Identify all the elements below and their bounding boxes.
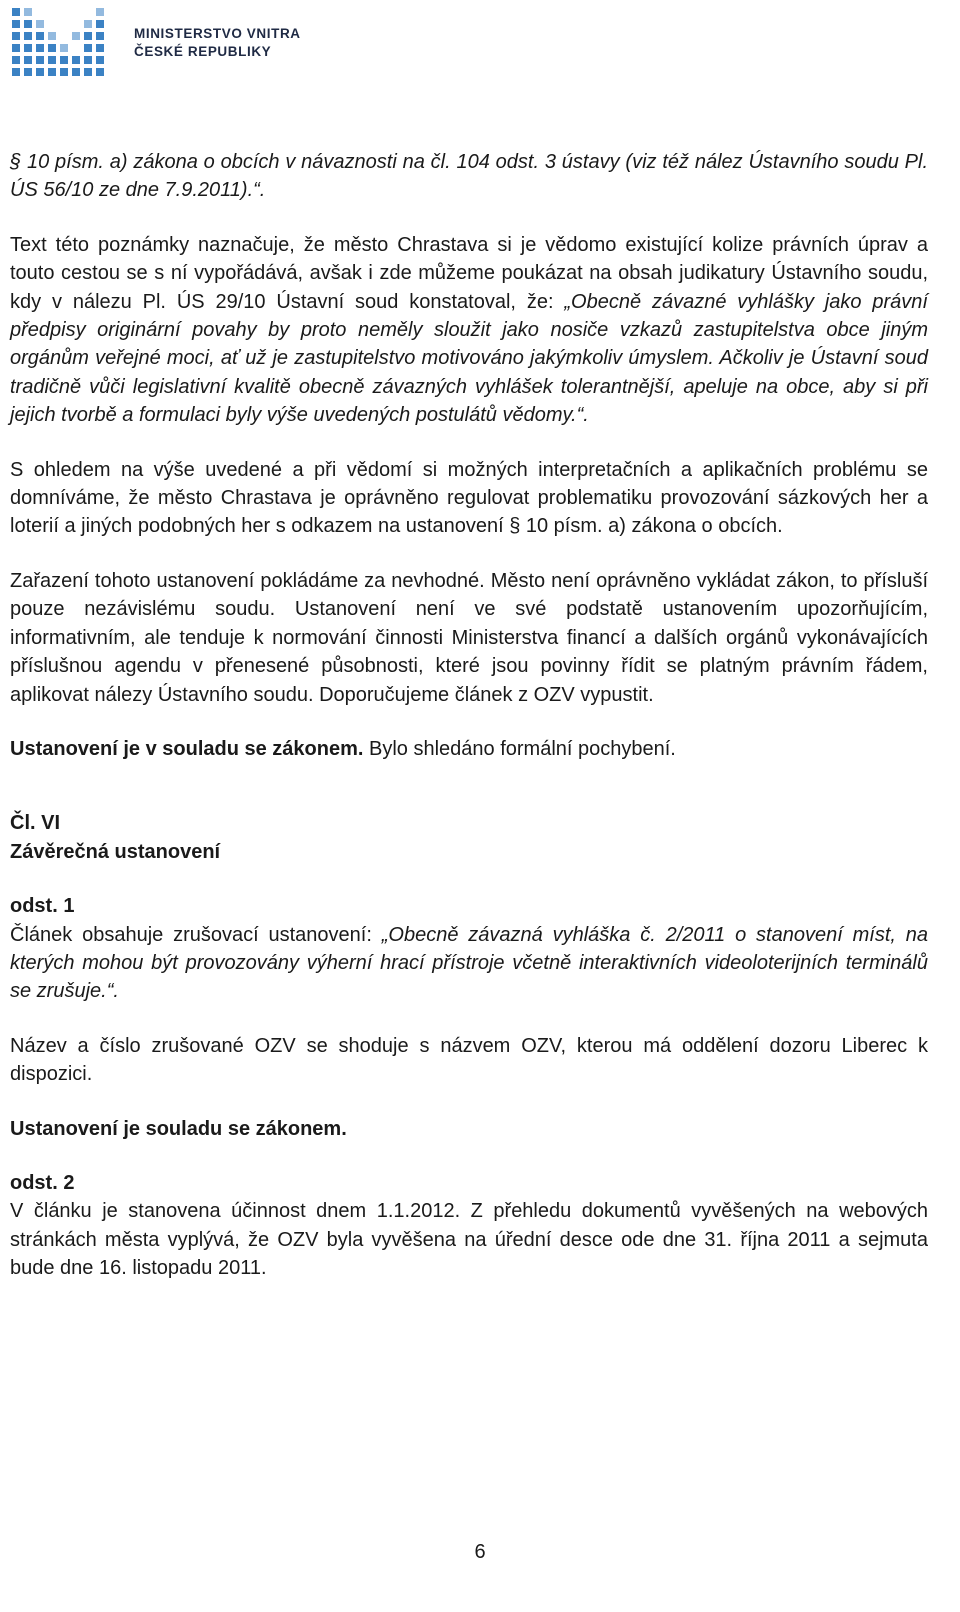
ministry-logo [8, 2, 308, 84]
ministry-logo-text [134, 25, 301, 61]
paragraph-court-ruling-intro: Text této poznámky naznačuje, že město Chrastava si je vědomo existující kolize právních úprav a touto cestou se s ní vypořádává, avšak i zde můžeme poukázat na obsah judikatury Ústavního soudu, kdy v nálezu Pl. ÚS 29/10 Ústavní soud konstatoval, že: [10, 233, 928, 313]
logo-line-1: MINISTERSTVO VNITRA [134, 26, 301, 41]
paragraph-conformity: Ustanovení je souladu se zákonem. [10, 1117, 347, 1140]
section-2 [10, 1169, 928, 1283]
document-body [10, 148, 928, 1283]
section-2-label: odst. 2 [10, 1171, 75, 1194]
page-number: 6 [474, 1541, 486, 1563]
paragraph-court-ruling [10, 231, 928, 430]
logo-line-2: ČESKÉ REPUBLIKY [134, 44, 272, 59]
article-number: Čl. VI [10, 812, 61, 835]
paragraph-interpretation: S ohledem na výše uvedené a při vědomí si možných interpretačních a aplikačních problému se domníváme, že město Chrastava je oprávněno regulovat problematiku provozování sázkových her a loterií a jiných podobných her s odkazem na ustanovení § 10 písm. a) zákona o obcích. [10, 458, 928, 538]
paragraph-assessment: Zařazení tohoto ustanovení pokládáme za nevhodné. Město není oprávněno vykládat zákon, to přísluší pouze nezávislému soudu. Ustanovení není ve své podstatě ustanovením upozorňujícím, informativním, ale tenduje k normování činnosti Ministerstva financí a dalších orgánů vykonávajících příslušnou agendu v přenesené působnosti, které jsou povinny řídit se platným právním řádem, aplikovat nálezy Ústavního soudu. Doporučujeme článek z OZV vypustit. [10, 569, 928, 706]
ministry-logo-mark-icon [8, 4, 118, 82]
conclusion-rest: Bylo shledáno formální pochybení. [363, 737, 676, 760]
conclusion-bold: Ustanovení je v souladu se zákonem. [10, 737, 364, 760]
article-heading [10, 809, 928, 866]
paragraph-ozv-name: Název a číslo zrušované OZV se shoduje s názvem OZV, kterou má oddělení dozoru Liberec k dispozici. [10, 1034, 928, 1086]
paragraph-legal-reference: § 10 písm. a) zákona o obcích v návaznosti na čl. 104 odst. 3 ústavy (viz též nález Ústavního soudu Pl. ÚS 56/10 ze dne 7.9.2011).“. [10, 151, 928, 202]
section-1-text [10, 921, 928, 1006]
section-1 [10, 892, 928, 1006]
section-1-label: odst. 1 [10, 895, 75, 918]
court-ruling-quote: „Obecně závazné vyhlášky jako právní předpisy originární povahy by proto neměly sloužit jako nosiče vzkazů zastupitelstva obce jiným orgánům veřejné moci, ať už je zastupitelstvo motivováno jakýmkoliv úmyslem. Ačkoliv je Ústavní soud tradičně vůči legislativní kvalitě obecně závazných vyhlášek tolerantnější, apeluje na obce, aby si při jejich tvorbě a formulaci byly výše uvedených postulátů vědomy.“. [10, 290, 928, 427]
section-1-quote: „Obecně závazná vyhláška č. 2/2011 o stanovení míst, na kterých mohou být provozovány výherní hrací přístroje včetně interaktivních videoloterijních terminálů se zrušuje.“. [10, 923, 928, 1003]
section-1-intro: Článek obsahuje zrušovací ustanovení: [10, 923, 382, 946]
paragraph-conclusion [10, 735, 928, 763]
section-2-text: V článku je stanovena účinnost dnem 1.1.2012. Z přehledu dokumentů vyvěšených na webových stránkách města vyplývá, že OZV byla vyvěšena na úřední desce ode dne 31. října 2011 a sejmuta bude dne 16. listopadu 2011. [10, 1200, 928, 1280]
article-title: Závěrečná ustanovení [10, 840, 221, 863]
